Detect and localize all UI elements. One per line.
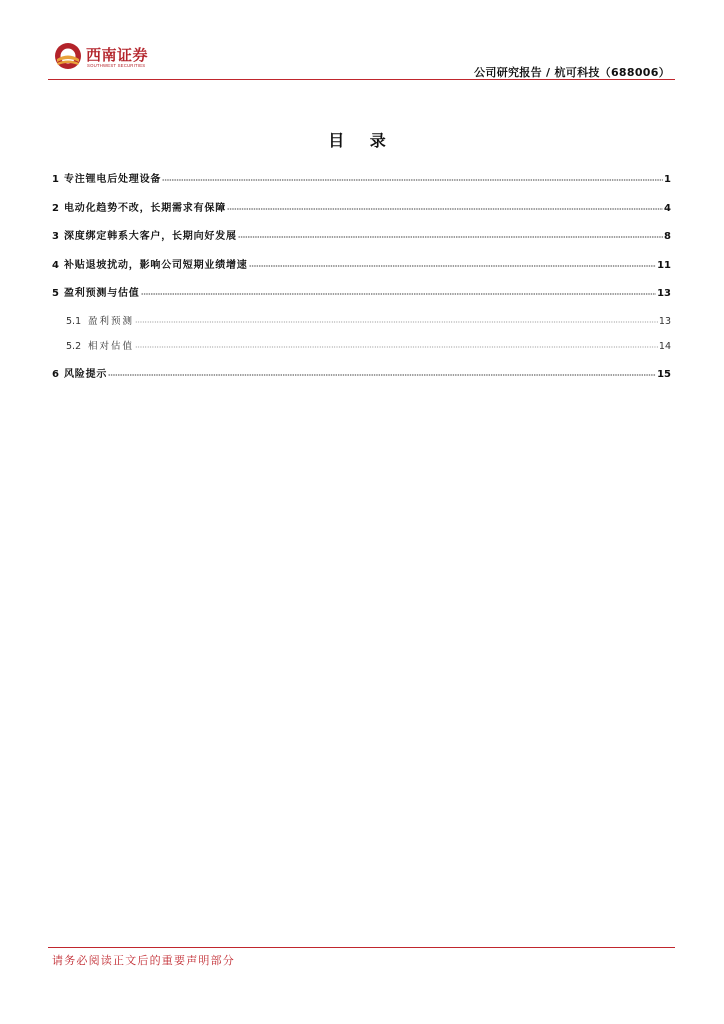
toc-entry-6[interactable] (52, 365, 671, 381)
dot-leader (108, 366, 656, 377)
footer-divider (48, 947, 675, 948)
toc-entry-5-1[interactable] (52, 313, 671, 329)
toc-entry-number: 5 (52, 288, 59, 299)
toc-entry-number: 2 (52, 203, 59, 214)
toc-entry-page: 1 (664, 174, 671, 185)
logo-chinese-name: 西南证券 (86, 46, 149, 64)
toc-entry-number: 5.1 (66, 316, 82, 327)
toc-entry-page: 13 (657, 288, 671, 299)
dot-leader (238, 228, 663, 239)
toc-entry-text: 电动化趋势不改，长期需求有保障 (64, 203, 226, 214)
logo-sun-icon (54, 42, 82, 70)
company-logo (54, 42, 164, 74)
toc-entry-number: 5.2 (66, 341, 82, 352)
page-header (0, 0, 724, 82)
toc-entry-page: 4 (664, 203, 671, 214)
dot-leader (162, 171, 663, 182)
toc-title: 目 录 (328, 131, 396, 150)
toc-entry-5-2[interactable] (52, 338, 671, 354)
toc-entry-1[interactable] (52, 170, 671, 186)
toc-entry-page: 14 (658, 341, 671, 352)
header-divider (48, 79, 675, 80)
dot-leader (135, 313, 658, 324)
toc-entry-3[interactable] (52, 227, 671, 243)
toc-entry-2[interactable] (52, 199, 671, 215)
toc-entry-page: 8 (664, 231, 671, 242)
report-title: 公司研究报告 / 杭可科技（688006） (474, 66, 670, 79)
logo-english-name: SOUTHWEST SECURITIES (87, 63, 146, 68)
footer-disclaimer: 请务必阅读正文后的重要声明部分 (52, 954, 235, 967)
toc-entry-page: 13 (658, 316, 671, 327)
toc-entry-5[interactable] (52, 284, 671, 300)
toc-entry-4[interactable] (52, 256, 671, 272)
toc-entry-page: 15 (657, 369, 671, 380)
dot-leader (141, 285, 656, 296)
toc-entry-text: 盈利预测与估值 (64, 288, 140, 299)
toc-entry-text: 盈利预测 (88, 316, 135, 327)
dot-leader (249, 257, 656, 268)
toc-entry-page: 11 (657, 260, 671, 271)
dot-leader (135, 338, 658, 349)
toc-entry-text: 深度绑定韩系大客户，长期向好发展 (64, 231, 237, 242)
toc-entry-number: 3 (52, 231, 59, 242)
toc-entry-text: 专注锂电后处理设备 (64, 174, 162, 185)
toc-entry-text: 补贴退坡扰动，影响公司短期业绩增速 (64, 260, 248, 271)
toc-entry-text: 风险提示 (64, 369, 108, 380)
toc-entry-number: 4 (52, 260, 59, 271)
toc-entry-number: 6 (52, 369, 59, 380)
toc-entry-number: 1 (52, 174, 59, 185)
dot-leader (227, 200, 663, 211)
toc-entry-text: 相对估值 (88, 341, 135, 352)
